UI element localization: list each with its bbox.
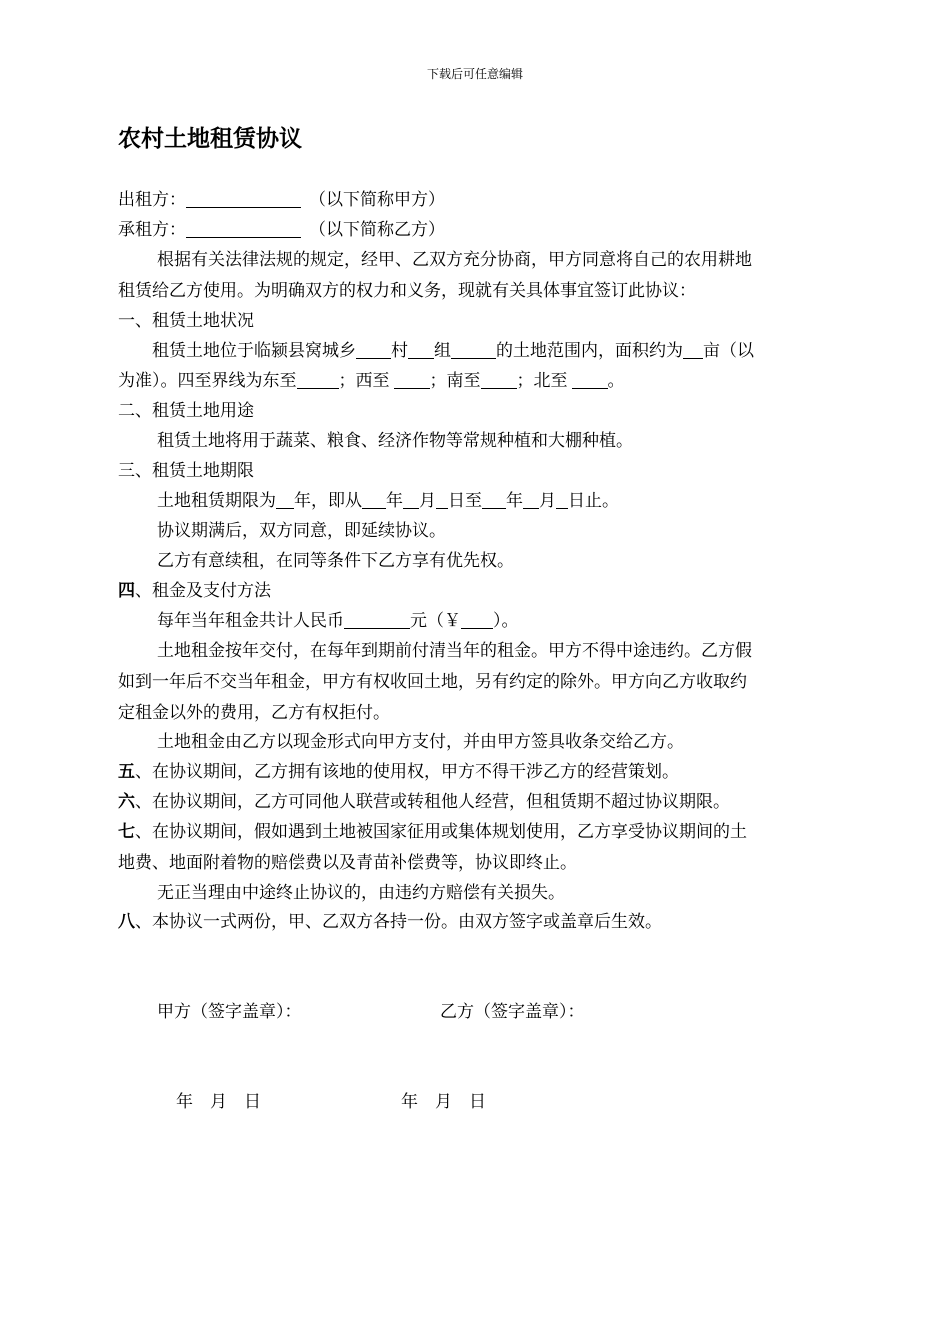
section-number: 五 — [118, 762, 135, 782]
section-3-line-2: 协议期满后，双方同意，即延续协议。 — [157, 521, 446, 541]
north-blank[interactable] — [572, 369, 608, 389]
intro-line-1: 根据有关法律法规的规定，经甲、乙双方充分协商，甲方同意将自己的农用耕地 — [157, 250, 752, 270]
text-fragment: 组 — [434, 341, 451, 361]
end-month-blank[interactable] — [523, 489, 539, 509]
term-years-blank[interactable] — [276, 489, 294, 509]
text-fragment: 月 — [539, 491, 556, 511]
lessee-suffix: （以下简称乙方） — [309, 220, 445, 240]
text-fragment: ；南至 — [429, 371, 481, 391]
section-1-title: 一、租赁土地状况 — [118, 311, 254, 331]
end-day-blank[interactable] — [556, 489, 568, 509]
intro-line-2: 租赁给乙方使用。为明确双方的权力和义务，现就有关具体事宜签订此协议： — [118, 281, 696, 301]
east-blank[interactable] — [297, 369, 339, 389]
text-fragment: 村 — [391, 341, 408, 361]
lessor-line — [118, 185, 445, 215]
text-fragment: 的土地范围内，面积约为 — [496, 341, 683, 361]
section-3-title: 三、租赁土地期限 — [118, 461, 254, 481]
section-8 — [118, 907, 662, 937]
lessor-suffix: （以下简称甲方） — [309, 190, 445, 210]
section-1-line-1 — [152, 336, 754, 366]
text-fragment: ）。 — [493, 611, 519, 631]
text-fragment: ；北至 — [516, 371, 568, 391]
area-blank[interactable] — [683, 339, 703, 359]
lessor-label: 出租方： — [118, 190, 186, 210]
party-b-date: 年 月 日 — [401, 1092, 486, 1112]
start-month-blank[interactable] — [403, 489, 419, 509]
party-b-signature-label: 乙方（签字盖章）： — [440, 1002, 585, 1022]
section-number: 六 — [118, 792, 135, 812]
end-year-blank[interactable] — [482, 489, 506, 509]
section-4-line-1 — [157, 606, 519, 636]
section-6 — [118, 787, 730, 817]
text-fragment: 。 — [607, 371, 625, 391]
section-4-para-2-line-2: 如到一年后不交当年租金，甲方有权收回土地，另有约定的除外。甲方向乙方收取约 — [118, 672, 747, 692]
section-1-line-2 — [118, 366, 625, 396]
section-4-para-2-line-3: 定租金以外的费用，乙方有权拒付。 — [118, 703, 390, 723]
text-fragment: 为准）。四至界线为东至 — [118, 371, 297, 391]
section-number: 八 — [118, 912, 135, 932]
section-5 — [118, 757, 679, 787]
west-blank[interactable] — [394, 369, 430, 389]
text-fragment: 、本协议一式两份，甲、乙双方各持一份。由双方签字或盖章后生效。 — [135, 912, 662, 932]
section-4-para-2-line-1: 土地租金按年交付，在每年到期前付清当年的租金。甲方不得中途违约。乙方假 — [157, 641, 752, 661]
lessee-label: 承租方： — [118, 220, 186, 240]
page-header: 下载后可任意编辑 — [426, 67, 523, 81]
section-7-line-2: 地费、地面附着物的赔偿费以及青苗补偿费等，协议即终止。 — [118, 853, 577, 873]
text-fragment: 年 — [506, 491, 523, 511]
section-3-line-3: 乙方有意续租，在同等条件下乙方享有优先权。 — [157, 551, 514, 571]
section-7-line-3: 无正当理由中途终止协议的，由违约方赔偿有关损失。 — [157, 883, 565, 903]
section-4-title — [118, 576, 271, 606]
start-year-blank[interactable] — [362, 489, 386, 509]
section-number: 四 — [118, 581, 135, 601]
party-a-signature-label: 甲方（签字盖章）： — [157, 1002, 302, 1022]
section-3-line-1 — [157, 486, 619, 516]
section-7-line-1 — [118, 817, 747, 847]
party-a-date: 年 月 日 — [176, 1092, 261, 1112]
section-4-para-3: 土地租金由乙方以现金形式向甲方支付，并由甲方签具收条交给乙方。 — [157, 732, 684, 752]
rent-figure-blank[interactable] — [461, 609, 493, 629]
text-fragment: 、在协议期间，乙方拥有该地的使用权，甲方不得干涉乙方的经营策划。 — [135, 762, 679, 782]
section-number: 七 — [118, 822, 135, 842]
lessee-line — [118, 215, 445, 245]
land-blank[interactable] — [451, 339, 496, 359]
village-blank[interactable] — [356, 339, 391, 359]
text-fragment: 、在协议期间，乙方可同他人联营或转租他人经营，但租赁期不超过协议期限。 — [135, 792, 730, 812]
lessee-blank[interactable] — [186, 218, 301, 238]
text-fragment: 年 — [386, 491, 403, 511]
start-day-blank[interactable] — [436, 489, 448, 509]
text-fragment: 月 — [419, 491, 436, 511]
text-fragment: 亩（以 — [703, 341, 754, 361]
text-fragment: 、租金及支付方法 — [135, 581, 271, 601]
section-2-text: 租赁土地将用于蔬菜、粮食、经济作物等常规种植和大棚种植。 — [157, 431, 633, 451]
document-title: 农村土地租赁协议 — [118, 126, 302, 152]
text-fragment: 年，即从 — [294, 491, 362, 511]
rent-amount-blank[interactable] — [344, 609, 410, 629]
text-fragment: 日止。 — [568, 491, 619, 511]
text-fragment: 租赁土地位于临颍县窝城乡 — [152, 341, 356, 361]
group-blank[interactable] — [408, 339, 434, 359]
south-blank[interactable] — [481, 369, 517, 389]
section-2-title: 二、租赁土地用途 — [118, 401, 254, 421]
text-fragment: ；西至 — [338, 371, 390, 391]
text-fragment: 、在协议期间，假如遇到土地被国家征用或集体规划使用，乙方享受协议期间的土 — [135, 822, 747, 842]
text-fragment: 土地租赁期限为 — [157, 491, 276, 511]
text-fragment: 日至 — [448, 491, 482, 511]
text-fragment: 元（￥ — [410, 611, 461, 631]
text-fragment: 每年当年租金共计人民币 — [157, 611, 344, 631]
lessor-blank[interactable] — [186, 188, 301, 208]
